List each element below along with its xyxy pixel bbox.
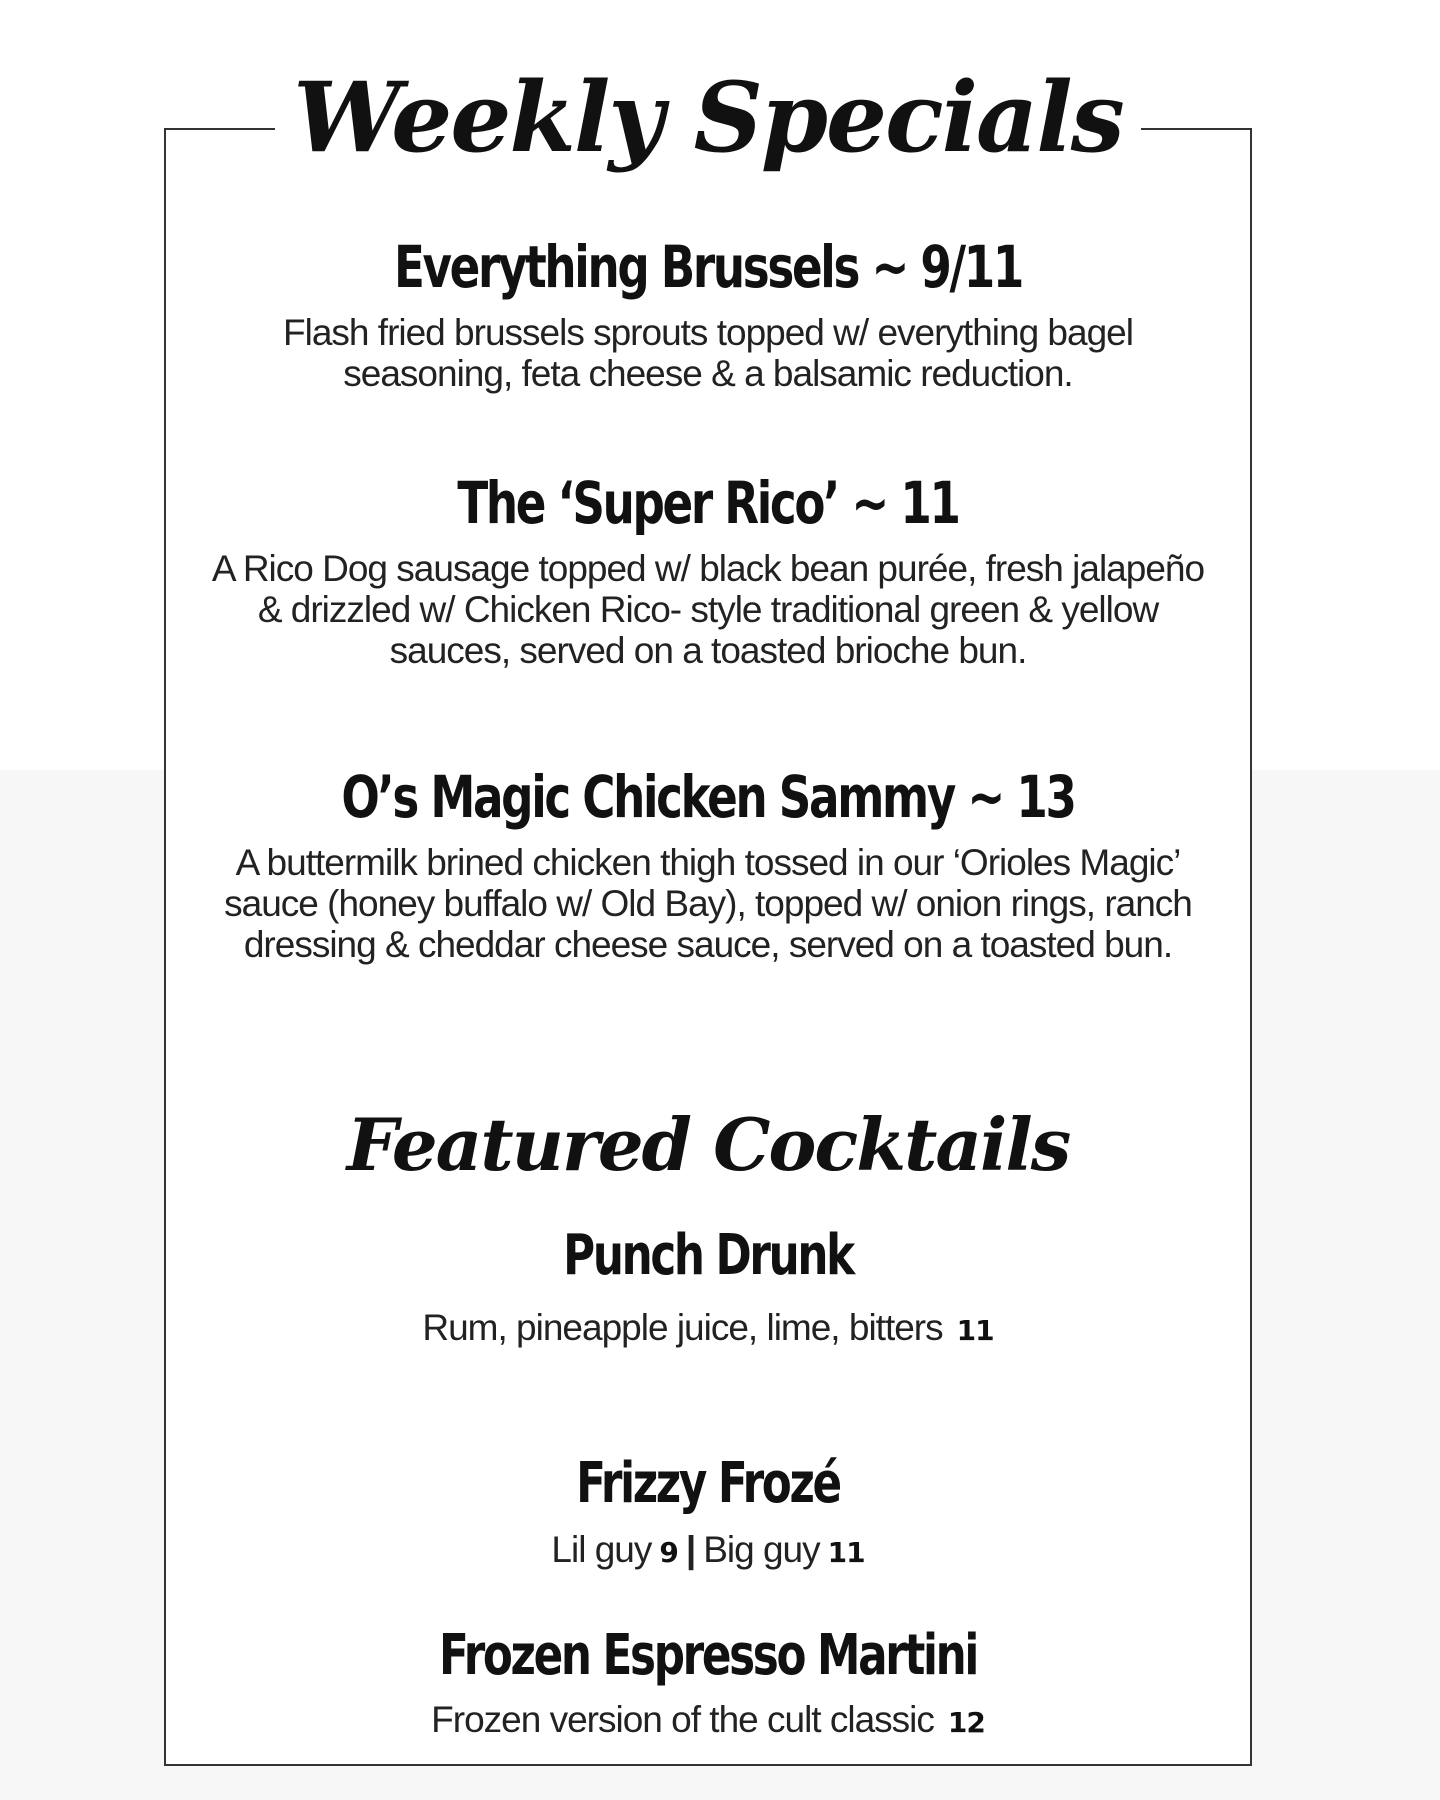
cocktail-item-espresso-martini xyxy=(166,1620,1250,1745)
size-small-label: Lil guy xyxy=(551,1529,652,1570)
featured-cocktails-title xyxy=(166,1090,1250,1200)
special-name: The ‘Super Rico’ ~ 11 xyxy=(457,469,959,537)
special-description: A buttermilk brined chicken thigh tossed in our ‘Orioles Magic’ sauce (honey buffalo w/ Old Bay), topped w/ onion rings, ranch dressing & cheddar cheese sauce, served on a toasted bun. xyxy=(224,842,1192,965)
cocktail-description xyxy=(166,1698,1250,1745)
special-name: O’s Magic Chicken Sammy ~ 13 xyxy=(341,763,1075,831)
size-separator: | xyxy=(685,1529,696,1570)
size-large-label: Big guy xyxy=(703,1529,820,1570)
cocktail-name: Frizzy Frozé xyxy=(576,1451,840,1516)
special-item-magic-chicken xyxy=(166,760,1250,965)
cocktail-name: Frozen Espresso Martini xyxy=(438,1623,978,1688)
special-description: Flash fried brussels sprouts topped w/ everything bagel seasoning, feta cheese & a balsamic reduction. xyxy=(283,312,1133,394)
cocktail-description xyxy=(166,1306,1250,1353)
cocktail-item-frizzy-froze xyxy=(166,1448,1250,1575)
size-large-price: 11 xyxy=(827,1536,865,1569)
size-small-price: 9 xyxy=(659,1536,678,1569)
menu-card xyxy=(164,61,1252,1766)
featured-cocktails-title-text: Featured Cocktails xyxy=(329,1102,1088,1187)
cocktail-price: 12 xyxy=(947,1706,985,1739)
special-description: A Rico Dog sausage topped w/ black bean purée, fresh jalapeño & drizzled w/ Chicken Rico- style traditional green & yellow sauces, served on a toasted brioche bun. xyxy=(211,548,1205,671)
cocktail-ingredients: Rum, pineapple juice, lime, bitters xyxy=(422,1307,943,1348)
weekly-specials-title-text: Weekly Specials xyxy=(275,61,1141,174)
special-item-super-rico xyxy=(166,466,1250,671)
cocktail-item-punch-drunk xyxy=(166,1220,1250,1353)
cocktail-ingredients: Frozen version of the cult classic xyxy=(431,1699,934,1740)
special-name: Everything Brussels ~ 9/11 xyxy=(393,233,1023,301)
cocktail-price: 11 xyxy=(956,1314,994,1347)
special-item-brussels xyxy=(166,230,1250,394)
cocktail-name: Punch Drunk xyxy=(563,1223,853,1288)
weekly-specials-title xyxy=(166,48,1250,188)
cocktail-sizes xyxy=(166,1528,1250,1575)
